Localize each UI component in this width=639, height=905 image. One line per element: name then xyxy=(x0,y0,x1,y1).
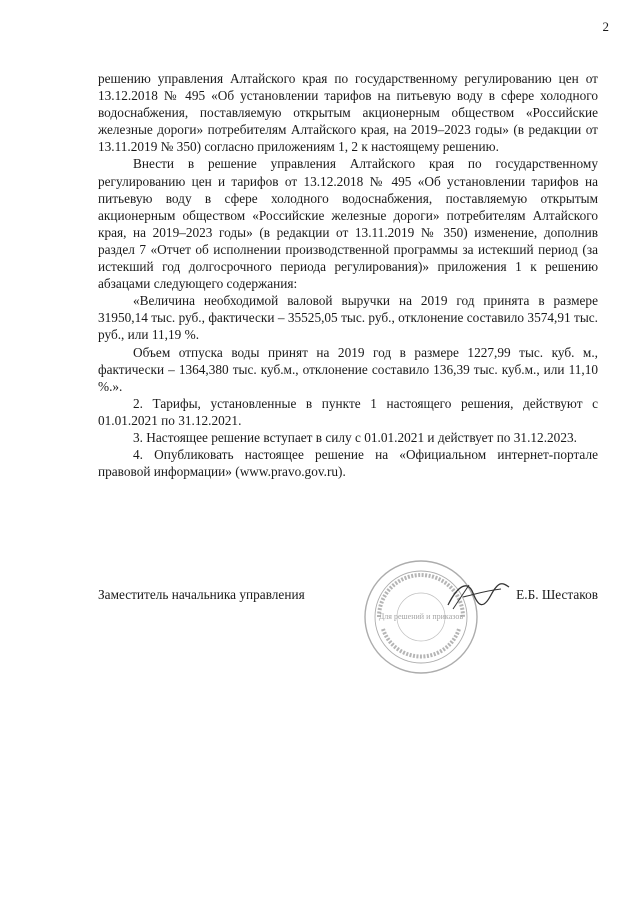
paragraph-item-4: 4. Опубликовать настоящее решение на «Официальном интернет-портале правовой информации» (www.pravo.gov.ru). xyxy=(98,447,598,480)
paragraph-item-2: 2. Тарифы, установленные в пункте 1 настоящего решения, действуют с 01.01.2021 по 31.12.2021. xyxy=(98,395,598,428)
paragraph-quote-revenue: «Величина необходимой валовой выручки на 2019 год принята в размере 31950,14 тыс. руб., фактически – 35525,05 тыс. руб., отклонение составило 3574,91 тыс. руб., или 11,19 %. xyxy=(98,293,598,343)
signatory-position: Заместитель начальника управления xyxy=(98,587,305,602)
paragraph-amendment: Внести в решение управления Алтайского края по государственному регулированию цен и тарифов от 13.12.2018 № 495 «Об установлении тарифов на питьевую воду в сфере холодного водоснабжения, поставляемую открытым акционерным обществом «Российские железные дороги» потребителям Алтайского края, на 2019–2023 годы» (в редакции от 13.11.2019 № 350) изменение, дополнив раздел 7 «Отчет об исполнении производственной программы за истекший период (за истекший год долгосрочного периода регулирования)» приложения 1 к решению абзацами следующего содержания: xyxy=(98,156,598,292)
stamp-text: Для решений и приказов xyxy=(378,612,464,621)
signature-block xyxy=(98,587,598,707)
signatory-name: Е.Б. Шестаков xyxy=(516,587,598,602)
scan-artifact xyxy=(98,714,104,720)
handwritten-signature xyxy=(443,575,513,615)
page-number: 2 xyxy=(602,19,609,34)
paragraph-quote-water-volume: Объем отпуска воды принят на 2019 год в размере 1227,99 тыс. куб. м., фактически – 1364,380 тыс. куб.м., отклонение составило 136,39 тыс. куб.м., или 11,10 %.». xyxy=(98,344,598,394)
paragraph-continuation: решению управления Алтайского края по государственному регулированию цен от 13.12.2018 № 495 «Об установлении тарифов на питьевую воду в сфере холодного водоснабжения, поставляемую открытым акционерным обществом «Российские железные дороги» потребителям Алтайского края, на 2019–2023 годы» (в редакции от 13.11.2019 № 350) согласно приложениям 1, 2 к настоящему решению. xyxy=(98,71,598,155)
paragraph-item-3: 3. Настоящее решение вступает в силу с 01.01.2021 и действует по 31.12.2023. xyxy=(133,429,577,445)
document-body xyxy=(98,70,598,480)
